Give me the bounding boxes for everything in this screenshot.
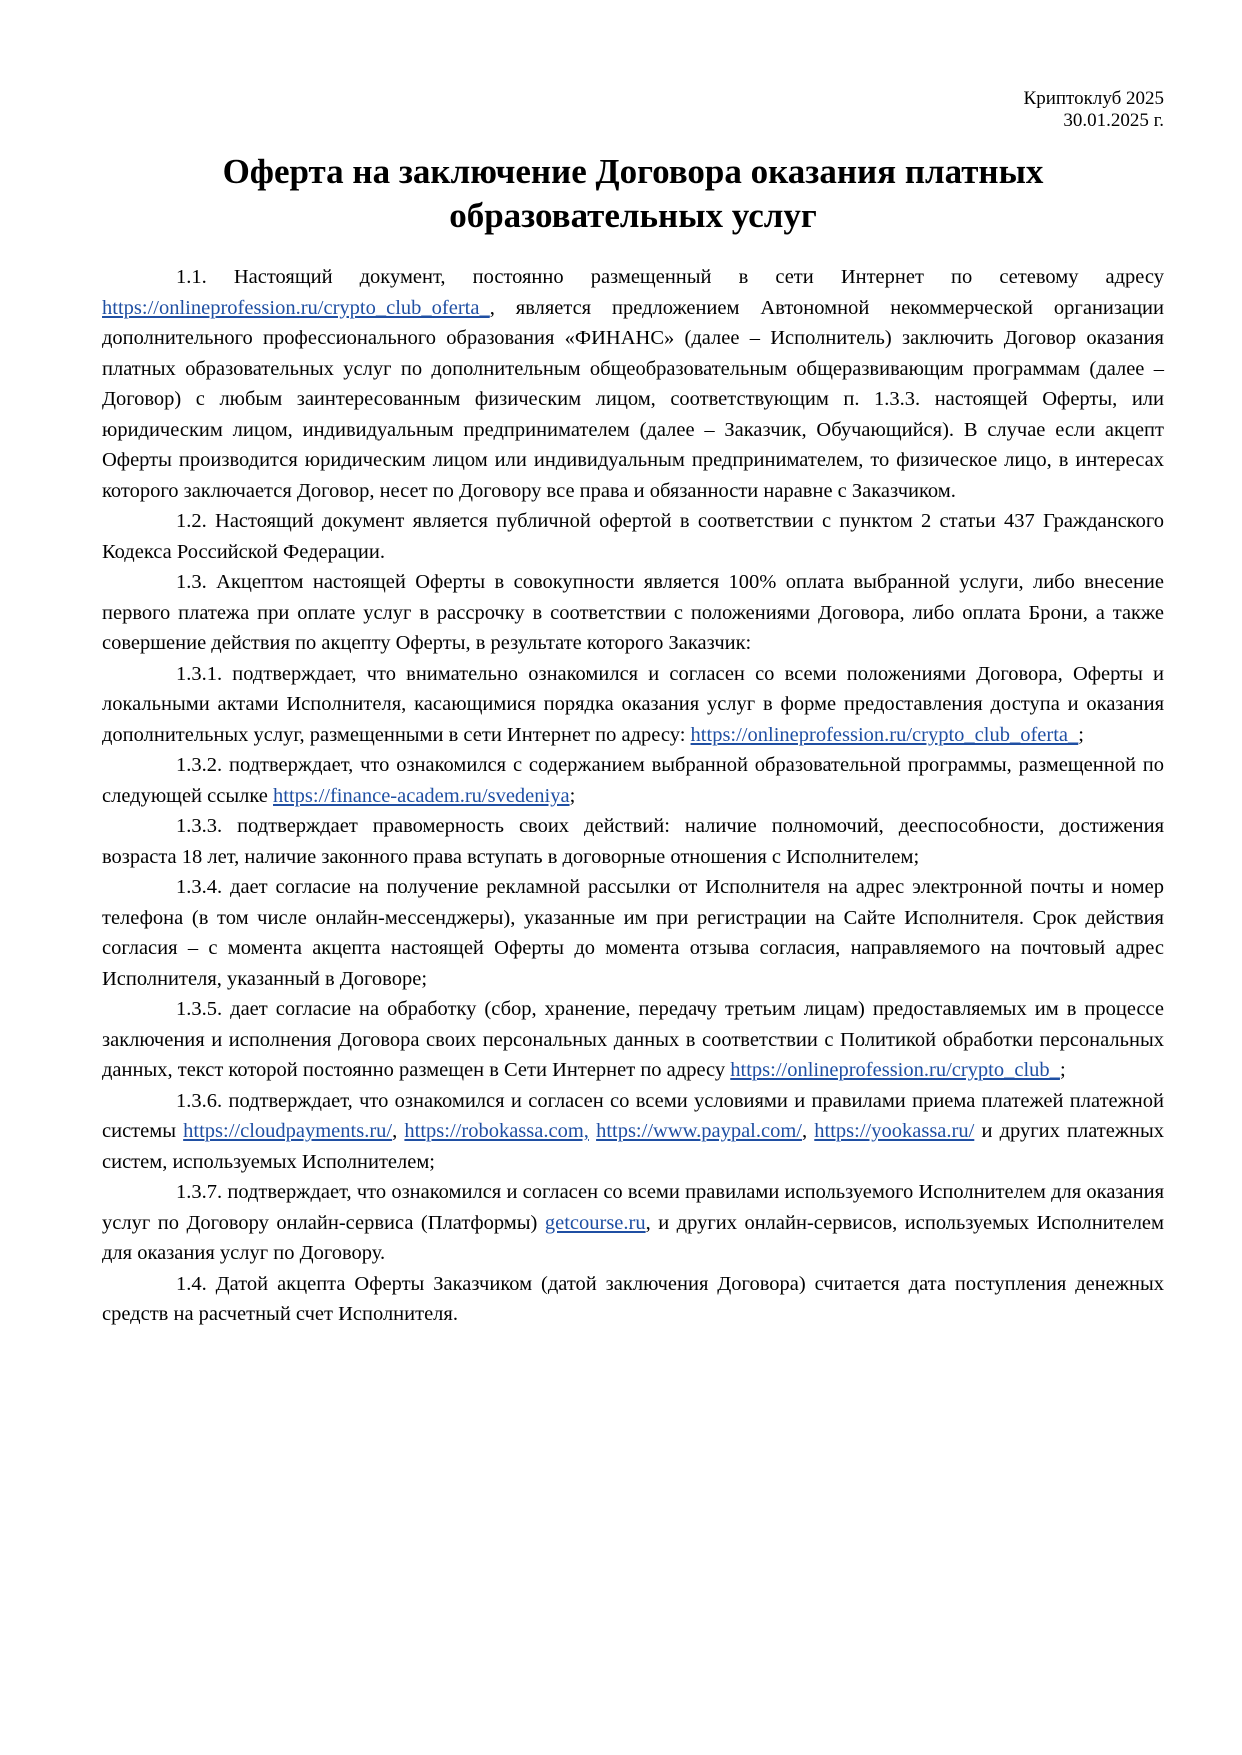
paragraph-1-3: 1.3. Акцептом настоящей Оферты в совокупности является 100% оплата выбранной услуги, либо внесение первого платежа при оплате услуг в рассрочку в соответствии с положениями Договора, либо оплата Брони, а также совершение действия по акцепту Оферты, в результате которого Заказчик: [102,571,1164,654]
oferta-link[interactable]: https://onlineprofession.ru/crypto_club_oferta_ [102,296,490,319]
robokassa-link[interactable]: https://robokassa.com, [404,1120,589,1142]
document-header [102,88,1164,132]
getcourse-link[interactable]: getcourse.ru [544,1211,646,1234]
paragraph-1-3-2: 1.3.2. подтверждает, что ознакомился с содержанием выбранной образовательной программы, размещенной по следующей ссылке https://finance-academ.ru/svedeniya; [102,754,1164,807]
page-title [102,150,1164,238]
title-line-2: образовательных услуг [449,196,817,235]
cloudpayments-link[interactable]: https://cloudpayments.ru/ [183,1120,393,1142]
paragraph-1-1: 1.1. Настоящий документ, постоянно размещенный в сети Интернет по сетевому адресу https://onlineprofession.ru/crypto_club_oferta_, является предложением Автономной некоммерческой организации дополнительного профессионального образования «ФИНАНС» (далее – Исполнитель) заключить Договор оказания платных образовательных услуг по дополнительным общеобразовательным общеразвивающим программам (далее – Договор) с любым заинтересованным физическим лицом, соответствующим п. 1.3.3. настоящей Оферты, или юридическим лицом, индивидуальным предпринимателем (далее – Заказчик, Обучающийся). В случае если акцепт Оферты производится юридическим лицом или индивидуальным предпринимателем, то физическое лицо, в интересах которого заключается Договор, несет по Договору все права и обязанности наравне с Заказчиком. [102,266,1164,502]
privacy-policy-link[interactable]: https://onlineprofession.ru/crypto_club_ [730,1059,1060,1081]
paragraph-1-3-5: 1.3.5. дает согласие на обработку (сбор, хранение, передачу третьим лицам) предоставляемых им в процессе заключения и исполнения Договора своих персональных данных в соответствии с Политикой обработки персональных данных, текст которой постоянно размещен в Сети Интернет по адресу https://onlineprofession.ru/crypto_club_; [102,998,1164,1081]
org-line: Криптоклуб 2025 [1023,88,1164,109]
document-body [102,262,1164,1330]
paragraph-1-4: 1.4. Датой акцепта Оферты Заказчиком (датой заключения Договора) считается дата поступления денежных средств на расчетный счет Исполнителя. [102,1272,1164,1325]
paragraph-1-3-6: 1.3.6. подтверждает, что ознакомился и согласен со всеми условиями и правилами приема платежей платежной системы https://cloudpayments.ru/, https://robokassa.com, https://www.paypal.com/, https://yookassa.ru/ и других платежных систем, используемых Исполнителем; [102,1089,1165,1173]
paragraph-1-3-1: 1.3.1. подтверждает, что внимательно ознакомился и согласен со всеми положениями Договора, Оферты и локальными актами Исполнителя, касающимися порядка оказания услуг в форме предоставления доступа и оказания дополнительных услуг, размещенными в сети Интернет по адресу: https://onlineprofession.ru/crypto_club_oferta_; [102,662,1164,746]
paragraph-1-3-7: 1.3.7. подтверждает, что ознакомился и согласен со всеми правилами используемого Исполнителем для оказания услуг по Договору онлайн-сервиса (Платформы) getcourse.ru, и других онлайн-сервисов, используемых Исполнителем для оказания услуг по Договору. [102,1181,1164,1264]
date-line: 30.01.2025 г. [1063,110,1164,131]
paragraph-1-2: 1.2. Настоящий документ является публичной офертой в соответствии с пунктом 2 статьи 437 Гражданского Кодекса Российской Федерации. [102,510,1164,563]
paypal-link[interactable]: https://www.paypal.com/ [596,1120,802,1142]
paragraph-1-3-3: 1.3.3. подтверждает правомерность своих действий: наличие полномочий, дееспособности, достижения возраста 18 лет, наличие законного права вступать в договорные отношения с Исполнителем; [102,815,1164,868]
title-line-1: Оферта на заключение Договора оказания платных [222,152,1044,191]
paragraph-1-3-4: 1.3.4. дает согласие на получение рекламной рассылки от Исполнителя на адрес электронной почты и номер телефона (в том числе онлайн-мессенджеры), указанные им при регистрации на Сайте Исполнителя. Срок действия согласия – с момента акцепта настоящей Оферты до момента отзыва согласия, направляемого на почтовый адрес Исполнителя, указанный в Договоре; [102,876,1164,990]
svedeniya-link[interactable]: https://finance-academ.ru/svedeniya [273,784,570,807]
yookassa-link[interactable]: https://yookassa.ru/ [814,1120,975,1142]
oferta-link[interactable]: https://onlineprofession.ru/crypto_club_oferta_ [690,723,1079,746]
